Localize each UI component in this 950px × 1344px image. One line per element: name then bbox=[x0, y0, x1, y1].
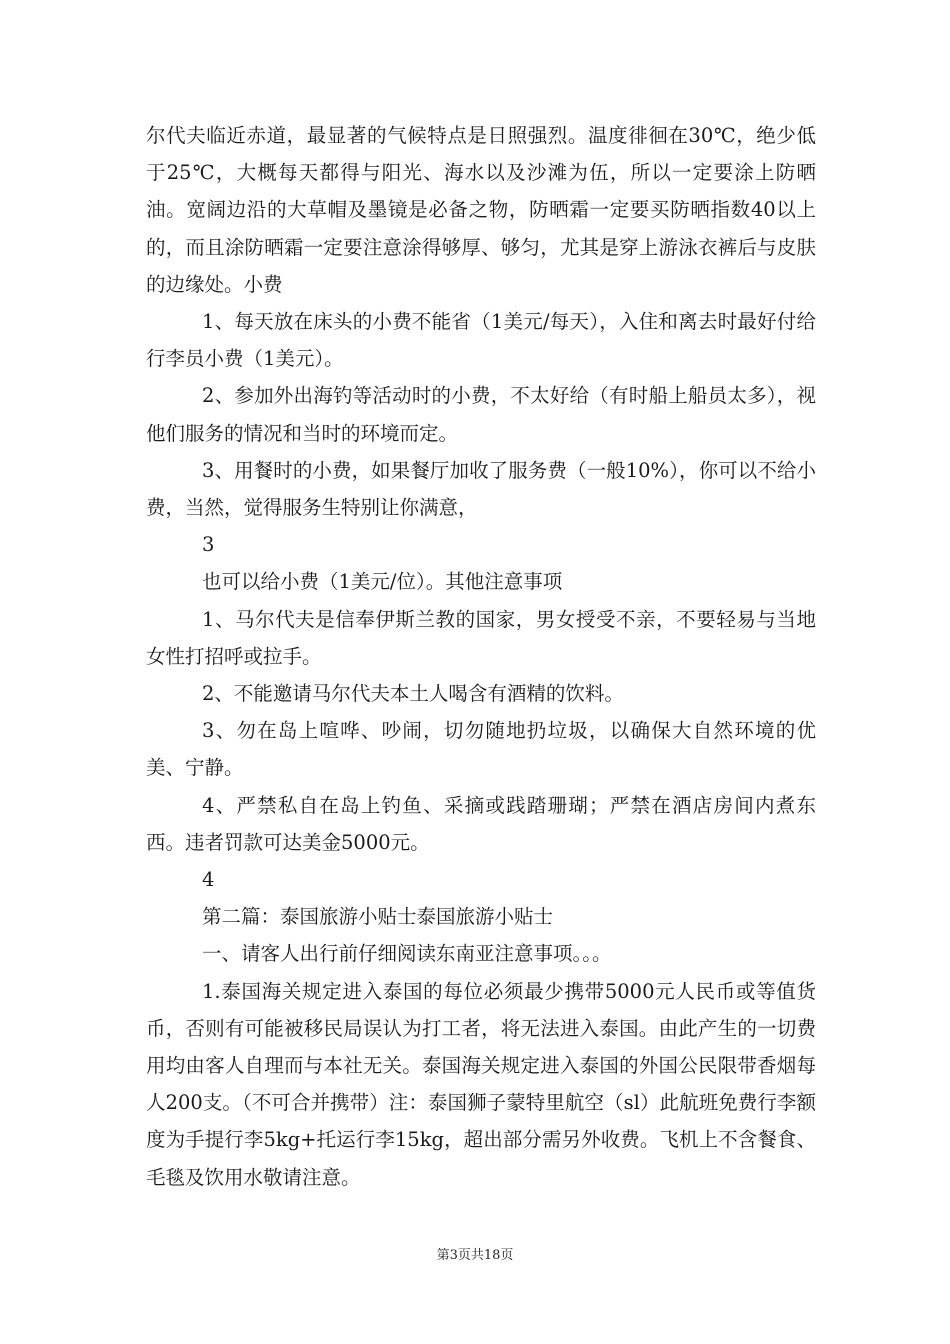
paragraph: 1、每天放在床头的小费不能省（1美元/每天），入住和离去时最好付给行李员小费（1美元）。 bbox=[146, 310, 816, 371]
paragraph: 一、请客人出行前仔细阅读东南亚注意事项。。。 bbox=[202, 942, 612, 966]
paragraph: 也可以给小费（1美元/位）。其他注意事项 bbox=[202, 570, 563, 594]
paragraph: 4、严禁私自在岛上钓鱼、采摘或践踏珊瑚；严禁在酒店房间内煮东西。违者罚款可达美金5000元。 bbox=[146, 793, 816, 854]
paragraph: 1、马尔代夫是信奉伊斯兰教的国家，男女授受不亲，不要轻易与当地女性打招呼或拉手。 bbox=[146, 607, 816, 668]
document-body bbox=[146, 117, 816, 1196]
inline-page-number: 3 bbox=[202, 533, 215, 557]
section-heading: 第二篇：泰国旅游小贴士泰国旅游小贴士 bbox=[202, 905, 554, 929]
page-footer: 第3页共18页 bbox=[436, 1248, 514, 1263]
paragraph: 1.泰国海关规定进入泰国的每位必须最少携带5000元人民币或等值货币，否则有可能被移民局误认为打工者，将无法进入泰国。由此产生的一切费用均由客人自理而与本社无关。泰国海关规定进入泰国的外国公民限带香烟每人200支。（不可合并携带）注：泰国狮子蒙特里航空（sl）此航班免费行李额度为手提行李5kg+托运行李15kg，超出部分需另外收费。飞机上不含餐食、毛毯及饮用水敬请注意。 bbox=[146, 979, 816, 1189]
paragraph: 2、参加外出海钓等活动时的小费，不太好给（有时船上船员太多），视他们服务的情况和当时的环境而定。 bbox=[146, 384, 816, 445]
paragraph: 3、用餐时的小费，如果餐厅加收了服务费（一般10%），你可以不给小费，当然，觉得服务生特别让你满意， bbox=[146, 458, 816, 520]
paragraph: 2、不能邀请马尔代夫本土人喝含有酒精的饮料。 bbox=[202, 682, 624, 706]
paragraph: 尔代夫临近赤道，最显著的气候特点是日照强烈。温度徘徊在30℃，绝少低于25℃，大概每天都得与阳光、海水以及沙滩为伍，所以一定要涂上防晒油。宽阔边沿的大草帽及墨镜是必备之物，防晒霜一定要买防晒指数40以上的，而且涂防晒霜一定要注意涂得够厚、够匀，尤其是穿上游泳衣裤后与皮肤的边缘处。小费 bbox=[146, 124, 816, 296]
inline-page-number: 4 bbox=[202, 868, 215, 892]
paragraph: 3、勿在岛上喧哗、吵闹，切勿随地扔垃圾，以确保大自然环境的优美、宁静。 bbox=[146, 719, 816, 780]
